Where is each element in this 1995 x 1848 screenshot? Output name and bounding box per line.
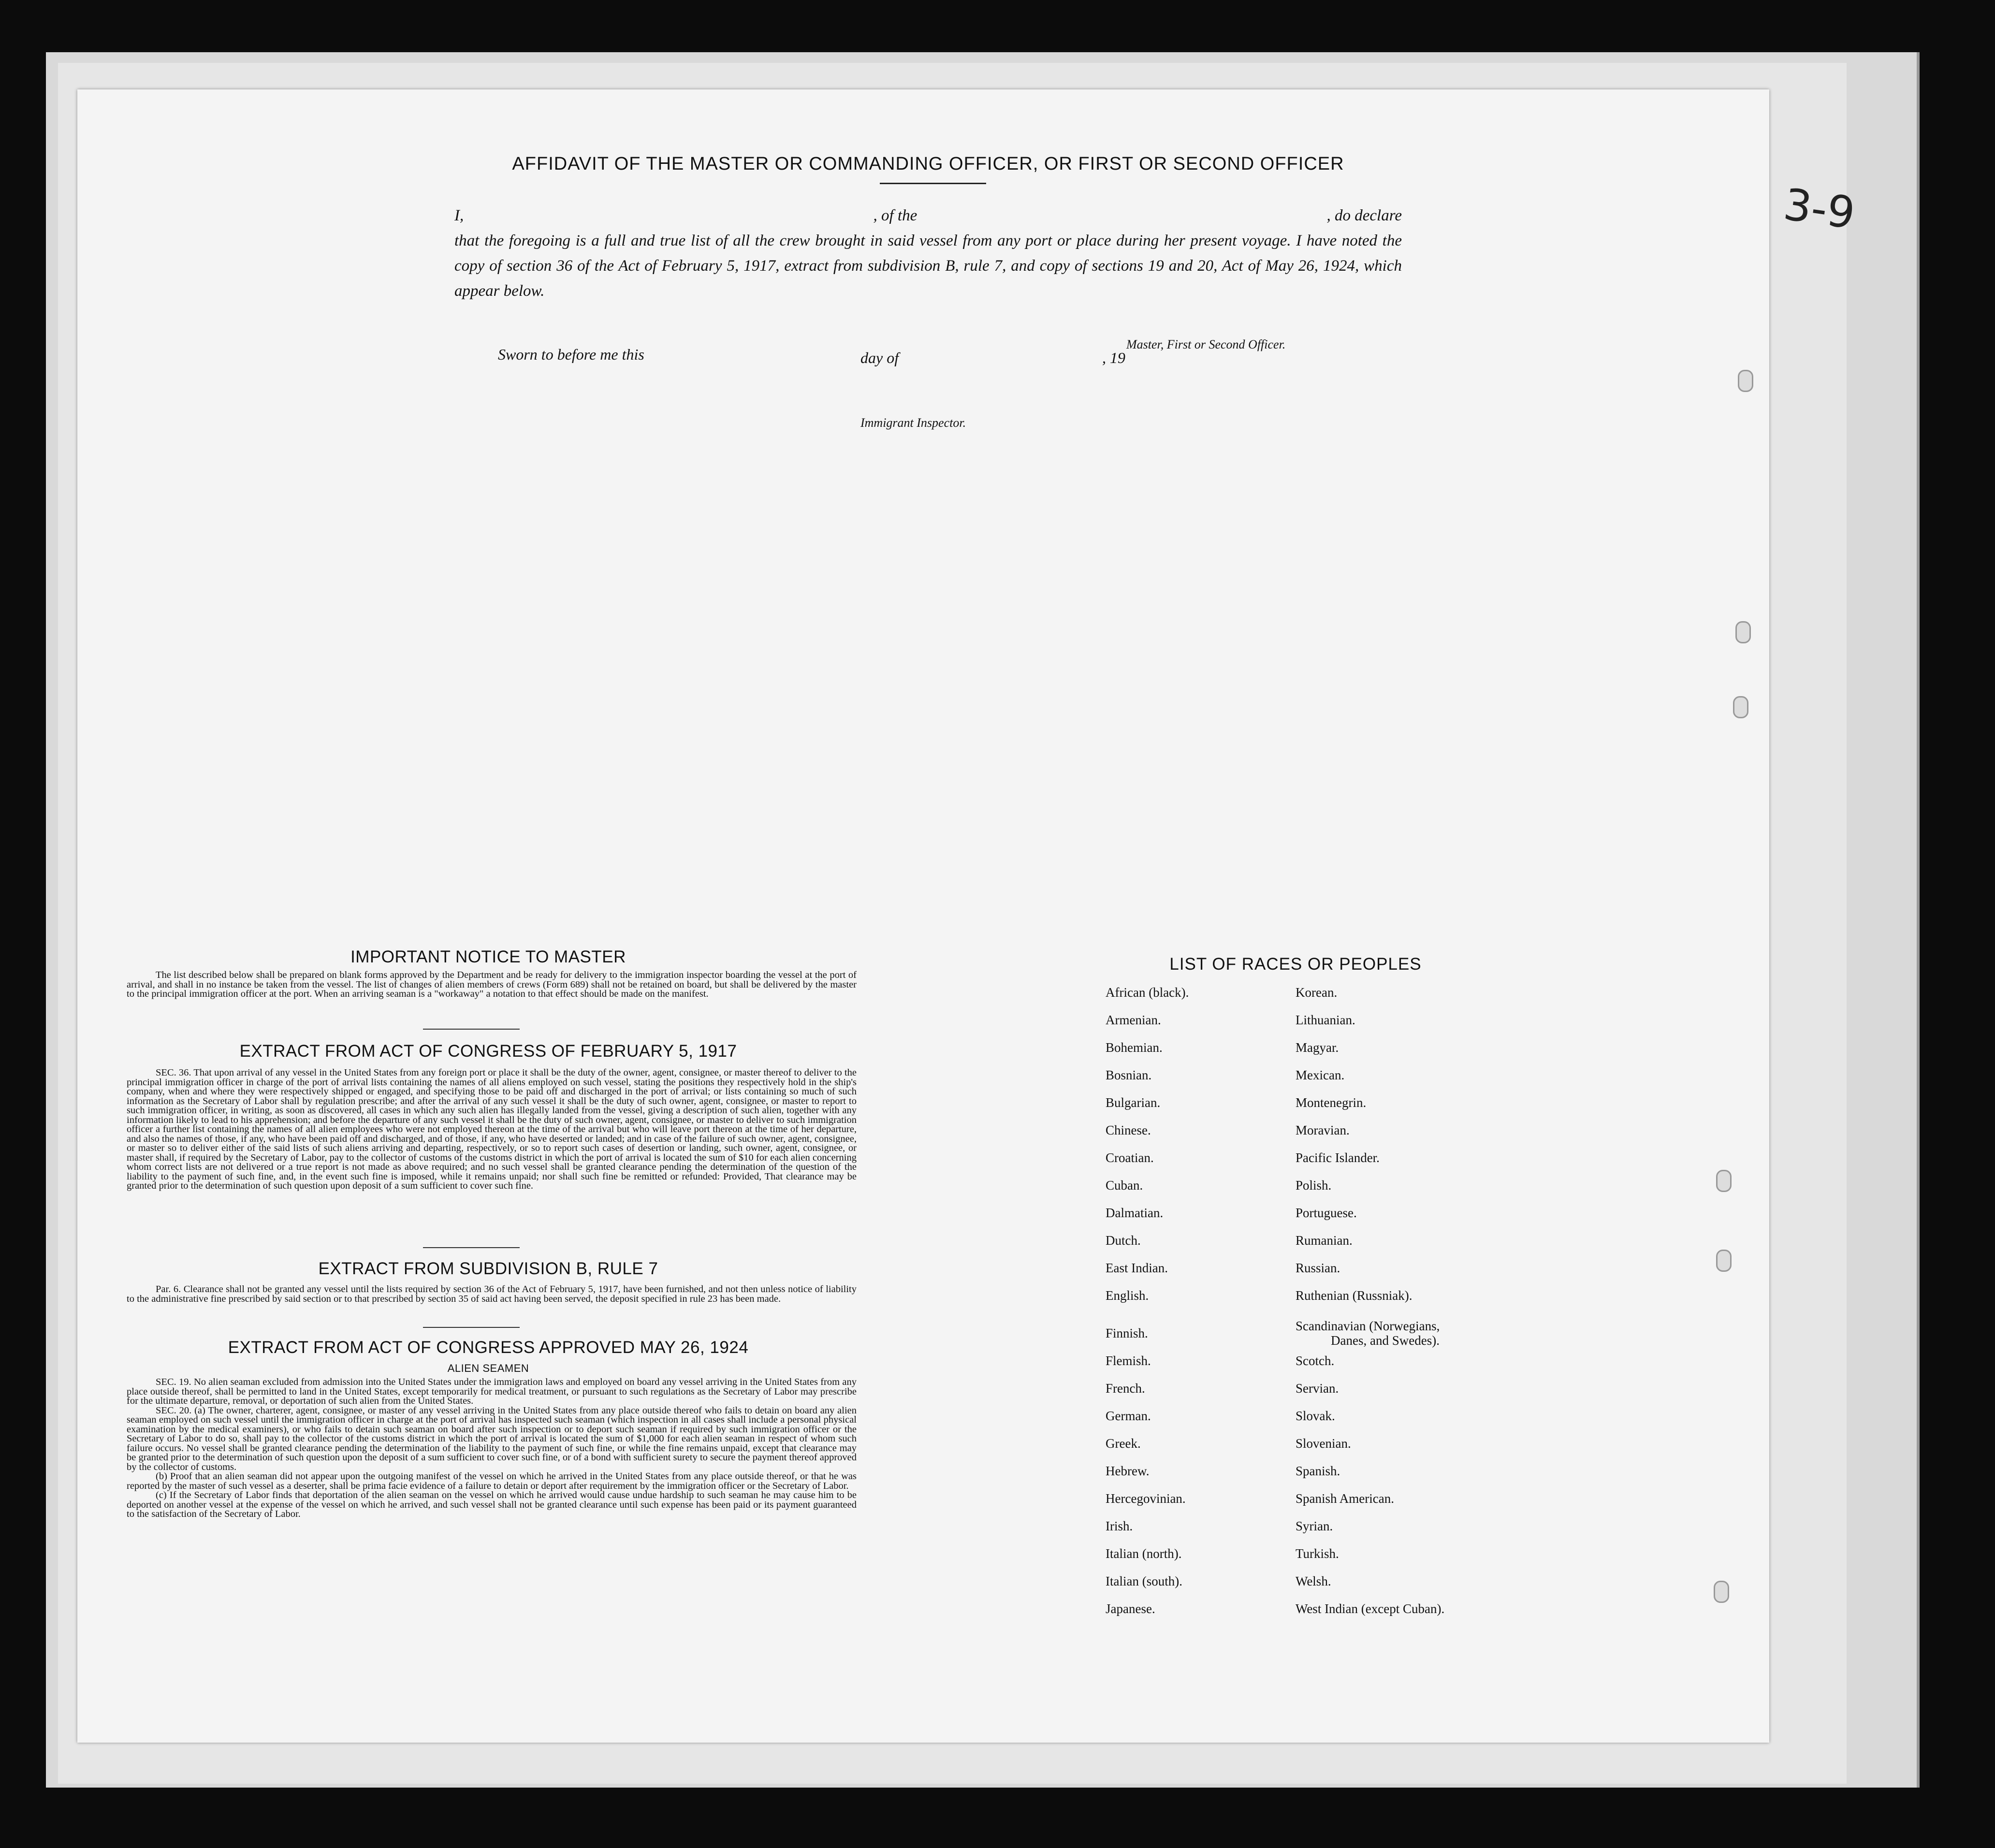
binder-hole — [1714, 1581, 1729, 1603]
race-item: Spanish. — [1296, 1464, 1340, 1478]
sworn-label: Sworn to before me this — [498, 346, 644, 363]
race-item: Spanish American. — [1296, 1491, 1394, 1506]
divider — [423, 1029, 520, 1030]
year-label: , 19 — [1102, 349, 1125, 366]
race-item: Russian. — [1296, 1261, 1340, 1275]
race-item: Slovak. — [1296, 1409, 1335, 1423]
affidavit-do-declare: , do declare — [1326, 207, 1402, 224]
race-item: West Indian (except Cuban). — [1296, 1601, 1445, 1616]
race-item: Hebrew. — [1106, 1464, 1150, 1478]
race-item: Servian. — [1296, 1381, 1339, 1396]
divider — [423, 1247, 520, 1248]
race-item: Japanese. — [1106, 1601, 1155, 1616]
sec-19-text: SEC. 19. No alien seaman excluded from admission into the United States under the immigration laws and employed on board any vessel arriving in the United States from any place outside thereof, shall be permitted to land in the United States, except temporarily for medical treatment, or pursuant to such regulations as the Secretary of Labor may prescribe for the ultimate departure, removal, or deportation of such alien from the United States. — [127, 1377, 857, 1406]
affidavit-of-the: , of the — [873, 207, 917, 224]
race-item: Finnish. — [1106, 1326, 1148, 1340]
race-item: Italian (south). — [1106, 1574, 1182, 1588]
extract-1924-title: EXTRACT FROM ACT OF CONGRESS APPROVED MAY 26, 1924 — [228, 1338, 749, 1357]
race-item: Chinese. — [1106, 1123, 1151, 1137]
race-item: Italian (north). — [1106, 1546, 1182, 1561]
race-item: Flemish. — [1106, 1353, 1151, 1368]
race-item: Rumanian. — [1296, 1233, 1353, 1248]
binder-hole — [1735, 621, 1751, 643]
affidavit-i-label: I, — [454, 207, 464, 224]
race-item: Cuban. — [1106, 1178, 1143, 1193]
race-item: Welsh. — [1296, 1574, 1331, 1588]
extract-rule7-text: Par. 6. Clearance shall not be granted any vessel until the lists required by section 36 of the Act of February 5, 1917, have been furnished, and not then unless notice of liability to the administrative fine prescribed by said section or to that prescribed by section 35 of said act having been served, the deposit specified in rule 23 has been made. — [127, 1284, 857, 1304]
race-item: Slovenian. — [1296, 1436, 1351, 1451]
affidavit-text: that the foregoing is a full and true list of all the crew brought in said vessel from any port or place during her present voyage. I have noted the copy of section 36 of the Act of February 5, 1917, extract from subdivision B, rule 7, and copy of sections 19 and 20, Act of May 26, 1924, which appear below. — [454, 232, 1402, 300]
binder-hole — [1733, 696, 1748, 718]
race-item: Montenegrin. — [1296, 1095, 1367, 1110]
binder-hole — [1716, 1170, 1732, 1192]
sec-20c-text: (c) If the Secretary of Labor finds that deportation of the alien seaman on the vessel on which he arrived would cause undue hardship to such seaman he may cause him to be deported on another vessel at the expense of the vessel on which he arrived, and such vessel shall not be granted clearance until such expense has been paid or its payment guaranteed to the satisfaction of the Secretary of Labor. — [127, 1490, 857, 1519]
race-item: Mexican. — [1296, 1068, 1345, 1082]
race-item: Moravian. — [1296, 1123, 1350, 1137]
extract-1917-text: SEC. 36. That upon arrival of any vessel in the United States from any foreign port or place it shall be the duty of the owner, agent, consignee, or master thereof to deliver to the principal immigration officer in charge of the port of arrival lists containing the names of all aliens employed on such vessel, stating the positions they respectively hold in the ship's company, when and where they were respectively shipped or engaged, and specifying those to be paid off and discharged in the port of arrival; or lists containing so much of such information as the Secretary of Labor shall by regulation prescribe; and after the arrival of any such vessel it shall be the duty of such owner, agent, consignee, or master to report to such immigration officer, in writing, as soon as discovered, all cases in which any such alien has illegally landed from the vessel, giving a description of such alien, together with any information likely to lead to his apprehension; and before the departure of any such vessel it shall be the duty of such owner, agent, consignee, or master to deliver to such immigration officer a further list containing the names of all alien employees who were not employed thereon at the time of the arrival but who will leave port thereon at the time of her departure, and also the names of those, if any, who have been paid off and discharged, and of those, if any, who have deserted or landed; and in case of the failure of such owner, agent, consignee, or master so to deliver either of the said lists of such aliens arriving and departing, respectively, or so to report such cases of desertion or landing, such owner, agent, consignee, or master shall, if required by the Secretary of Labor, pay to the collector of customs of the customs district in which the port of arrival is located the sum of $10 for each alien concerning whom correct lists are not delivered or a true report is not made as above required; and no such vessel shall be granted clearance pending the determination of the question of the liability to the payment of such fine, and, in the event such fine is imposed, while it remains unpaid; nor shall such fine be remitted or refunded: Provided, That clearance may be granted prior to the determination of such question upon deposit of a sum sufficient to cover such fine. — [127, 1067, 857, 1191]
race-item: Syrian. — [1296, 1519, 1333, 1533]
extract-1917-title: EXTRACT FROM ACT OF CONGRESS OF FEBRUARY 5, 1917 — [239, 1042, 737, 1061]
race-item: African (black). — [1106, 985, 1189, 1000]
notice-title: IMPORTANT NOTICE TO MASTER — [350, 947, 626, 966]
race-item: Lithuanian. — [1296, 1013, 1355, 1027]
race-item: Dutch. — [1106, 1233, 1141, 1248]
affidavit-declaration-line — [454, 203, 1402, 228]
race-item: Magyar. — [1296, 1040, 1339, 1055]
divider — [423, 1327, 520, 1328]
race-item: Turkish. — [1296, 1546, 1339, 1561]
inspector-signature-label: Immigrant Inspector. — [860, 416, 966, 430]
sec-20b-text: (b) Proof that an alien seaman did not appear upon the outgoing manifest of the vessel on which he arrived in the United States from any place outside thereof, or that he was reported by the master of such vessel as a deserter, shall be prima facie evidence of a failure to detain or deport after requirement by the immigration officer or the Secretary of Labor. — [127, 1471, 857, 1491]
race-item: Bohemian. — [1106, 1040, 1163, 1055]
race-item: Armenian. — [1106, 1013, 1161, 1027]
sec-20a-text: SEC. 20. (a) The owner, charterer, agent, consignee, or master of any vessel arriving in the United States from any place outside thereof who fails to detain on board any alien seaman employed on such vessel until the immigration officer in charge at the port of arrival has inspected such seaman (which inspection in all cases shall include a personal physical examination by the medical examiners), or who fails to detain such seaman on board after such inspection or to deport such seaman if required by such immigration officer or the Secretary of Labor to do so, shall pay to the collector of the customs district in which the port of arrival is located the sum of $1,000 for each alien seaman in respect of whom such failure occurs. No vessel shall be granted clearance pending the determination of the liability to the payment of such fine, or while the fine remains unpaid, except that clearance may be granted prior to the determination of such question upon the deposit of a sum sufficient to cover such fine, or of a bond with sufficient surety to secure the payment thereof approved by the collector of customs. — [127, 1405, 857, 1472]
extract-rule7-title: EXTRACT FROM SUBDIVISION B, RULE 7 — [318, 1259, 658, 1278]
race-item: Bosnian. — [1106, 1068, 1152, 1082]
title-divider — [880, 183, 986, 184]
affidavit-body — [454, 203, 1402, 304]
handwritten-margin-note: 3-9 — [1780, 179, 1858, 239]
binder-hole — [1716, 1250, 1732, 1272]
master-signature-label: Master, First or Second Officer. — [1126, 337, 1286, 351]
race-item: Pacific Islander. — [1296, 1150, 1380, 1165]
race-item: Bulgarian. — [1106, 1095, 1161, 1110]
day-of-label: day of — [860, 349, 899, 366]
race-item: Irish. — [1106, 1519, 1133, 1533]
race-item: French. — [1106, 1381, 1145, 1396]
affidavit-title: AFFIDAVIT OF THE MASTER OR COMMANDING OFFICER, OR FIRST OR SECOND OFFICER — [512, 154, 1344, 174]
race-item: German. — [1106, 1409, 1151, 1423]
race-item: English. — [1106, 1288, 1149, 1303]
races-title: LIST OF RACES OR PEOPLES — [1169, 955, 1422, 974]
binder-hole — [1738, 370, 1753, 392]
alien-seamen-subtitle: ALIEN SEAMEN — [447, 1362, 529, 1374]
race-item: Scandinavian (Norwegians, — [1296, 1319, 1440, 1333]
race-item: Scotch. — [1296, 1353, 1335, 1368]
race-item: Dalmatian. — [1106, 1206, 1164, 1220]
race-item: Korean. — [1296, 985, 1338, 1000]
notice-text: The list described below shall be prepared on blank forms approved by the Department and be ready for delivery to the immigration inspector boarding the vessel at the port of arrival, and shall in no instance be taken from the vessel. The list of changes of alien members of crews (Form 689) shall not be retained on board, but shall be delivered by the master to the principal immigration officer at the port. When an arriving seaman is a "workaway" a notation to that effect should be made on the manifest. — [127, 970, 857, 999]
race-item: Portuguese. — [1296, 1206, 1357, 1220]
extract-1924-body — [127, 1378, 857, 1519]
race-item: Greek. — [1106, 1436, 1141, 1451]
race-item: Croatian. — [1106, 1150, 1154, 1165]
race-item: Ruthenian (Russniak). — [1296, 1288, 1413, 1303]
race-item: Polish. — [1296, 1178, 1332, 1193]
race-item: Danes, and Swedes). — [1331, 1333, 1440, 1348]
race-item: East Indian. — [1106, 1261, 1168, 1275]
race-item: Hercegovinian. — [1106, 1491, 1186, 1506]
